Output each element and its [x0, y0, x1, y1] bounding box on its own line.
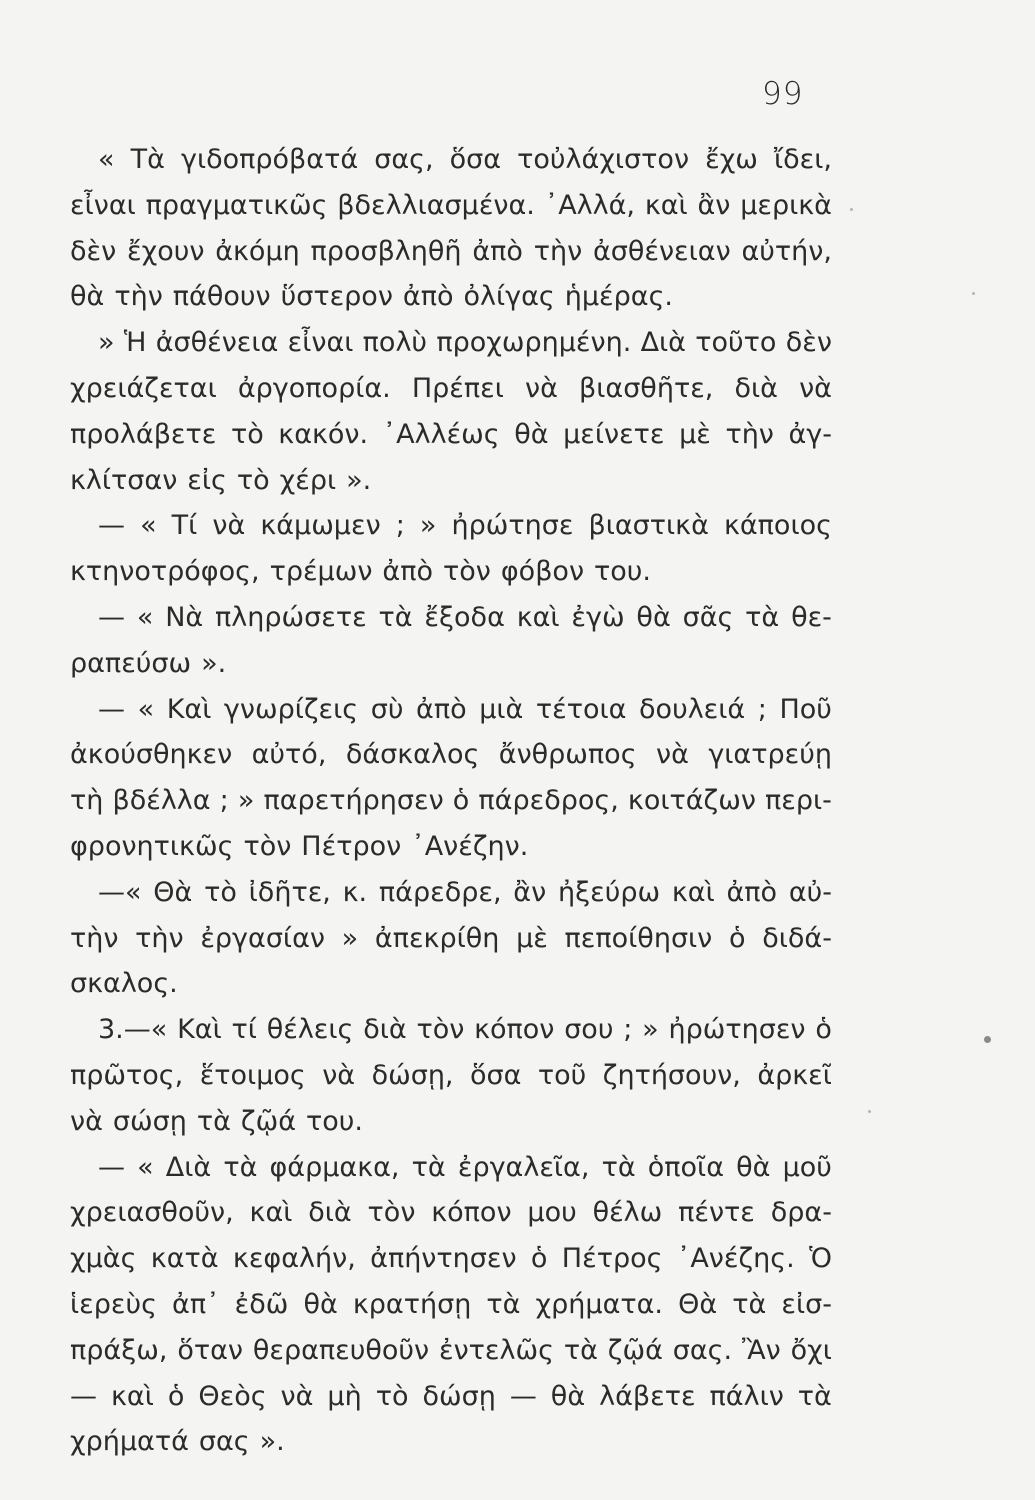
word: σας, [374, 144, 434, 175]
word: Διὰ [640, 327, 686, 359]
word: φρονητικῶς [70, 830, 234, 862]
word: ὅταν [177, 1334, 243, 1366]
word: θὰ [514, 418, 549, 450]
text-line [70, 1007, 832, 1053]
word: Νὰ [165, 601, 204, 633]
word: ὁ [452, 785, 470, 817]
word: νὰ [525, 372, 558, 404]
word: καὶ [249, 1197, 293, 1229]
word: κάμωμεν [260, 510, 381, 542]
word: ἱερεὺς [70, 1288, 157, 1320]
word: ; [757, 693, 767, 725]
word: ἀπὸ [402, 281, 454, 313]
word: τὰ [797, 1380, 832, 1412]
word: τρέμων [269, 556, 373, 588]
word: τὰ [732, 1288, 767, 1320]
word: κ. [342, 876, 368, 908]
word: μου [527, 1197, 577, 1229]
word: τὴν [70, 922, 119, 954]
word: Τὰ [130, 144, 165, 175]
paper-speck [850, 208, 853, 211]
word: τοὐλάχιστον [517, 144, 690, 175]
word: τὸ [230, 418, 264, 450]
word: πάρεδρε, [378, 876, 502, 908]
word: αὐτήν, [741, 235, 832, 267]
word: κοιτάζων [627, 785, 756, 817]
word: ὁ [815, 1014, 832, 1046]
word: ». [346, 464, 372, 496]
word: ἀκόμη [215, 235, 300, 267]
word: μὲ [679, 418, 711, 450]
text-line [70, 366, 832, 412]
word: ἴδει, [774, 144, 832, 175]
word: μὴ [327, 1380, 362, 1412]
page-number: 99 [762, 76, 804, 112]
text-line [70, 1099, 832, 1145]
word: θὰ [550, 1380, 586, 1412]
word: εἶναι [70, 189, 136, 221]
word: ἀκούσθηκεν [70, 739, 233, 771]
word: εἶναι [287, 327, 354, 359]
word: διὰ [308, 1197, 352, 1229]
word: ἀπεκρίθη [374, 922, 500, 954]
word: πάλιν [709, 1380, 784, 1412]
word: ἔχω [705, 144, 758, 175]
word: πληρώσετε [215, 601, 367, 633]
paper-speck [868, 1110, 871, 1113]
word: μιὰ [479, 693, 524, 725]
word: κόπον [431, 1197, 512, 1229]
word: τὸ [375, 1380, 409, 1412]
word: βδέλλα [112, 785, 211, 817]
word: — [70, 1380, 97, 1412]
word: τὰ [223, 1151, 258, 1183]
text-line [70, 916, 832, 962]
text-line [70, 1145, 832, 1191]
word: βιασθῆτε, [579, 372, 714, 404]
word: 3.—« [98, 1014, 168, 1046]
word: τὸν [367, 1197, 416, 1229]
word: Πέτρος [561, 1243, 663, 1275]
word: τὰ [196, 1105, 231, 1137]
word: διὰ [363, 1014, 407, 1046]
word: ἀπήντησεν [370, 1243, 517, 1275]
text-line [70, 1282, 832, 1328]
word: χρειασθοῦν, [70, 1197, 234, 1229]
word: πράξω, [70, 1334, 168, 1366]
word: διὰ [734, 372, 778, 404]
word: ᾿Ανέζην. [411, 830, 529, 862]
word: ἐδῶ [234, 1288, 289, 1320]
word: χρήματα. [535, 1288, 664, 1320]
word: λάβετε [599, 1380, 696, 1412]
word: » [98, 327, 115, 359]
word: θέλω [592, 1197, 663, 1229]
word: » [237, 785, 255, 817]
word: » [419, 510, 437, 542]
word: ; [219, 785, 229, 817]
word: ὅσα [449, 144, 502, 175]
word: πάρεδρος, [478, 785, 619, 817]
word: θὰ [303, 1288, 338, 1320]
text-line [70, 1053, 832, 1099]
word: σὺ [370, 693, 404, 725]
word: δάσκαλος [345, 739, 480, 771]
word: βιαστικὰ [588, 510, 709, 542]
word: ὕστερον [280, 281, 393, 313]
word: τὰ [563, 1334, 598, 1366]
text-line [70, 1328, 832, 1374]
word: καὶ [644, 189, 688, 221]
word: ἐγὼ [571, 601, 625, 633]
word: κάποιος [723, 510, 832, 542]
text-line [70, 549, 832, 595]
word: πολὺ [362, 327, 428, 359]
word: Καὶ [177, 1014, 222, 1046]
word: ἂν [697, 189, 731, 221]
word: ». [201, 647, 227, 679]
word: περι- [765, 785, 832, 817]
word: ἕτοιμος [199, 1059, 306, 1091]
word: ἐργασίαν [200, 922, 325, 954]
text-line [70, 137, 832, 183]
word: θὰ [636, 601, 671, 633]
word: πρῶτος, [70, 1059, 184, 1091]
word: παρετήρησεν [263, 785, 444, 817]
word: « [98, 144, 115, 175]
word: ; [623, 1014, 633, 1046]
word: φάρμακα, [269, 1151, 400, 1183]
word: τὰ [745, 601, 780, 633]
word: ἐργαλεῖα, [457, 1151, 590, 1183]
word: δουλειά [639, 693, 746, 725]
word: κακόν. [278, 418, 369, 450]
word: ζῷά [240, 1105, 297, 1137]
word: δὲν [70, 235, 117, 267]
word: τοῦτο [695, 327, 777, 359]
text-line [70, 320, 832, 366]
word: Τί [171, 510, 198, 542]
word: τοῦ [537, 1059, 587, 1091]
word: ἀσθένεια [155, 327, 279, 359]
word: — [98, 601, 125, 633]
word: τὴν [135, 922, 184, 954]
word: τὸ [236, 464, 270, 496]
word: προσβληθῆ [310, 235, 462, 267]
word: βδελλιασμένα. [337, 189, 535, 221]
word: τὸν [416, 1014, 465, 1046]
word: χέρι [279, 464, 337, 496]
word: Ὁ [809, 1243, 832, 1275]
text-line [70, 412, 832, 458]
word: τὰ [601, 1151, 636, 1183]
word: ἀπὸ [382, 556, 433, 588]
word: ἀπὸ [726, 876, 778, 908]
word: φόβον [500, 556, 585, 588]
word: πραγματικῶς [145, 189, 328, 221]
word: ζῷά [607, 1334, 663, 1366]
text-line [70, 824, 832, 870]
word: πέντε [678, 1197, 755, 1229]
word: τὰ [378, 601, 413, 633]
word: χρήματά [70, 1426, 189, 1458]
word: γνωρίζεις [223, 693, 359, 725]
word: χμὰς [70, 1243, 137, 1275]
word: ὁ [728, 922, 746, 954]
word: γιδοπρόβατά [180, 144, 359, 175]
word: τὴν [533, 235, 583, 267]
word: νὰ [322, 1059, 356, 1091]
word: πεποίθησιν [564, 922, 713, 954]
word: τί [231, 1014, 257, 1046]
word: Διὰ [165, 1151, 212, 1183]
word: δώσῃ [422, 1380, 496, 1412]
word: μὲ [516, 922, 548, 954]
word: ὀλίγας [463, 281, 555, 313]
word: — [98, 510, 125, 542]
word: ἀγ- [788, 418, 832, 450]
text-line [70, 961, 832, 1007]
word: σκαλος. [70, 968, 178, 1000]
word: του. [306, 1105, 363, 1137]
word: Θεὸς [198, 1380, 267, 1412]
word: ὁ [167, 1380, 185, 1412]
word: ζητήσουν, [602, 1059, 741, 1091]
word: μερικὰ [740, 189, 832, 221]
word: τὴν [114, 281, 163, 313]
word: αὐ- [788, 876, 832, 908]
text-line [70, 1419, 832, 1465]
word: « [140, 510, 157, 542]
word: Πρέπει [411, 372, 504, 404]
word: μείνετε [563, 418, 665, 450]
word: κατὰ [150, 1243, 219, 1275]
word: ἔξοδα [424, 601, 505, 633]
word: τὰ [486, 1288, 521, 1320]
word: ὄχι [790, 1334, 832, 1366]
word: ἠρώτησεν [668, 1014, 806, 1046]
word: » [341, 922, 359, 954]
word: σου [564, 1014, 614, 1046]
text-line [70, 1236, 832, 1282]
word: διδά- [762, 922, 832, 954]
word: δὲν [785, 327, 832, 359]
word: κεφαλήν, [232, 1243, 356, 1275]
word: δώσῃ, [371, 1059, 454, 1091]
text-line [70, 870, 832, 916]
word: ἰδῆτε, [248, 876, 331, 908]
word: ». [259, 1426, 285, 1458]
word: τὴν [725, 418, 774, 450]
word: μοῦ [782, 1151, 832, 1183]
word: ἀρκεῖ [757, 1059, 832, 1091]
word: ὅσα [469, 1059, 522, 1091]
text-line [70, 1190, 832, 1236]
word: Καὶ [166, 693, 212, 725]
word: νὰ [70, 1105, 103, 1137]
word: ἔχουν [127, 235, 205, 267]
word: ἀσθένειαν [592, 235, 731, 267]
word: ἐντελῶς [439, 1334, 554, 1366]
text-line [70, 595, 832, 641]
word: τὸ [204, 876, 237, 908]
word: κόπον [474, 1014, 555, 1046]
word: θέλεις [266, 1014, 354, 1046]
word: σώσῃ [112, 1105, 187, 1137]
word: προλάβετε [70, 418, 217, 450]
body-text [70, 137, 832, 1465]
word: κτηνοτρόφος, [70, 556, 260, 588]
word: σᾶς [682, 601, 734, 633]
word: Θὰ [153, 876, 193, 908]
word: — [509, 1380, 537, 1412]
text-line [70, 274, 832, 320]
word: δρα- [770, 1197, 832, 1229]
word: Ἂν [741, 1334, 781, 1366]
word: —« [98, 876, 142, 908]
word: προχωρημένη. [436, 327, 632, 359]
word: ἀπ᾿ [172, 1288, 220, 1320]
text-line [70, 641, 832, 687]
word: ἀργοπορία. [237, 372, 391, 404]
word: ἠξεύρω [557, 876, 661, 908]
word: Ἡ [123, 327, 147, 359]
word: ὁ [530, 1243, 548, 1275]
word: ραπεύσω [70, 647, 192, 679]
word: ᾿Αλλέως [382, 418, 500, 450]
word: τὴ [70, 785, 104, 817]
word: ᾿Αλλά, [544, 189, 636, 221]
word: του. [594, 556, 652, 588]
word: σας. [672, 1334, 733, 1366]
word: τέτοια [535, 693, 627, 725]
word: αὐτό, [251, 739, 327, 771]
text-line [70, 778, 832, 824]
text-line [70, 732, 832, 778]
word: κρατήσῃ [352, 1288, 472, 1320]
word: ἂν [513, 876, 547, 908]
word: Ποῦ [779, 693, 832, 725]
word: τὸν [443, 556, 491, 588]
word: νὰ [655, 739, 689, 771]
text-line [70, 183, 832, 229]
text-line [70, 458, 832, 504]
word: ὁποῖα [647, 1151, 724, 1183]
word: θε- [791, 601, 832, 633]
word: καὶ [671, 876, 715, 908]
word: » [642, 1014, 659, 1046]
word: χρειάζεται [70, 372, 217, 404]
word: νὰ [799, 372, 832, 404]
word: θὰ [70, 281, 105, 313]
word: σας [198, 1426, 250, 1458]
ink-dot [984, 1036, 991, 1043]
word: θεραπευθοῦν [252, 1334, 430, 1366]
word: πάθουν [172, 281, 271, 313]
word: Θὰ [678, 1288, 718, 1320]
word: ᾿Ανέζης. [676, 1243, 795, 1275]
word: ἄνθρωπος [498, 739, 637, 771]
word: κλίτσαν [70, 464, 178, 496]
word: Πέτρον [301, 830, 402, 862]
word: τὰ [411, 1151, 446, 1183]
word: καὶ [516, 601, 560, 633]
word: « [137, 693, 155, 725]
word: νὰ [280, 1380, 314, 1412]
word: γιατρεύῃ [708, 739, 832, 771]
word: ; [395, 510, 405, 542]
word: — [98, 693, 125, 725]
word: νὰ [212, 510, 246, 542]
word: ἀπὸ [472, 235, 523, 267]
word: — [98, 1151, 125, 1183]
word: « [136, 601, 154, 633]
text-line [70, 503, 832, 549]
word: ἠρώτησε [451, 510, 574, 542]
word: εἰσ- [781, 1288, 832, 1320]
text-line [70, 1374, 832, 1420]
word: θὰ [736, 1151, 771, 1183]
word: ἀπὸ [416, 693, 467, 725]
word: τὸν [243, 830, 292, 862]
word: « [137, 1151, 154, 1183]
paper-speck [972, 292, 975, 295]
word: ἡμέρας. [564, 281, 674, 313]
word: καὶ [110, 1380, 154, 1412]
text-line [70, 687, 832, 733]
word: εἰς [187, 464, 227, 496]
text-line [70, 229, 832, 275]
